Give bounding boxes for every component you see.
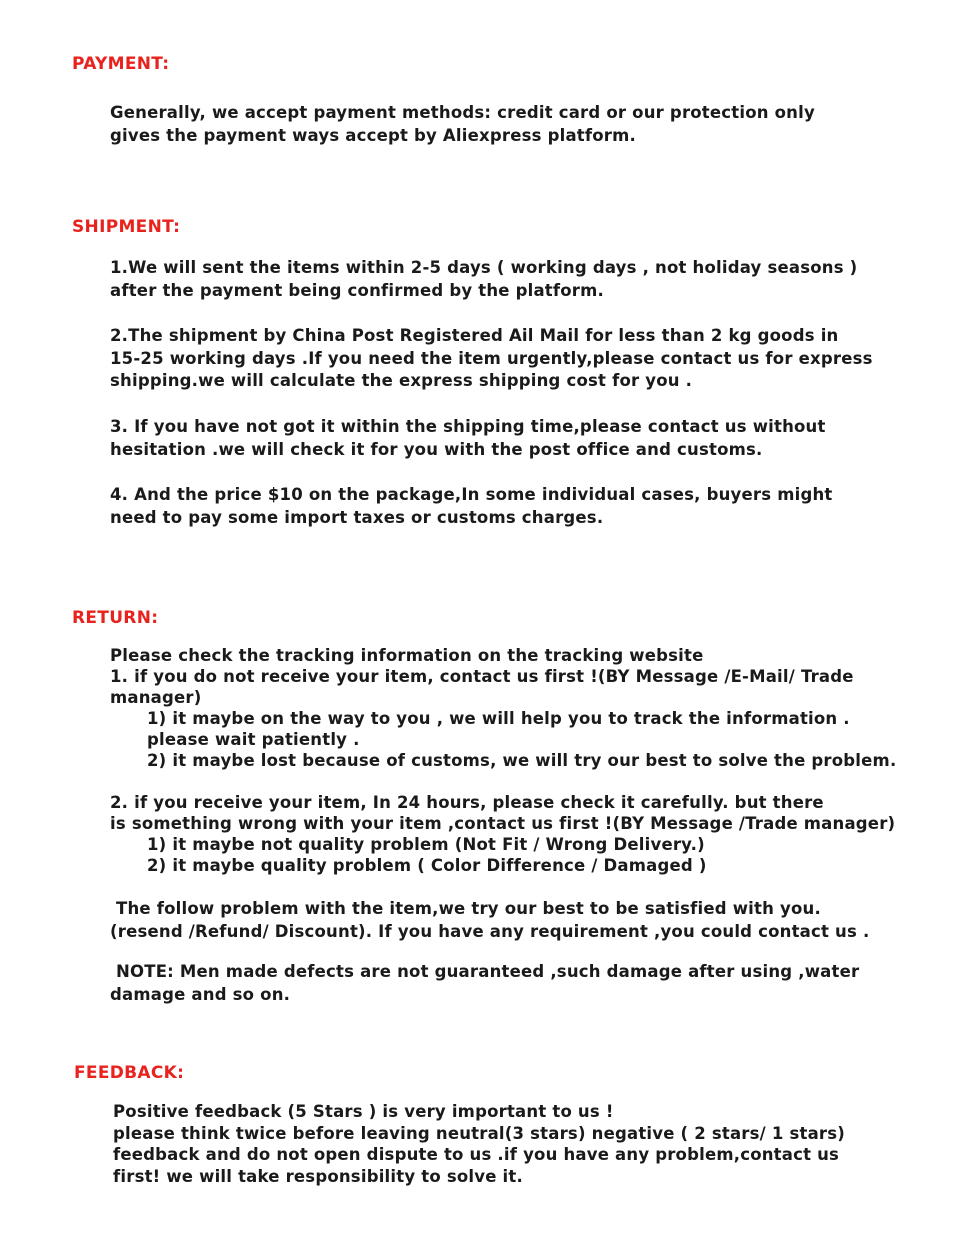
text-line: 1. if you do not receive your item, contact us first !(BY Message /E-Mail/ Trade bbox=[110, 667, 854, 686]
text-line: need to pay some import taxes or customs charges. bbox=[110, 507, 604, 527]
text-line: Please check the tracking information on the tracking website bbox=[110, 646, 704, 665]
return-block-1 bbox=[110, 645, 896, 771]
text-line: The follow problem with the item,we try our best to be satisfied with you. bbox=[116, 899, 821, 918]
text-line: please wait patiently . bbox=[147, 730, 360, 749]
text-line: 3. If you have not got it within the shipping time,please contact us without bbox=[110, 417, 826, 436]
text-line: 1) it maybe on the way to you , we will help you to track the information . bbox=[147, 709, 850, 728]
text-line: is something wrong with your item ,contact us first !(BY Message /Trade manager) bbox=[110, 814, 896, 833]
payment-text bbox=[110, 102, 815, 147]
return-heading: RETURN: bbox=[72, 608, 159, 628]
text-line: first! we will take responsibility to solve it. bbox=[113, 1166, 523, 1186]
text-line: 2) it maybe lost because of customs, we will try our best to solve the problem. bbox=[147, 751, 897, 770]
text-line: 2.The shipment by China Post Registered Ail Mail for less than 2 kg goods in bbox=[110, 326, 839, 345]
text-line: damage and so on. bbox=[110, 984, 291, 1004]
return-note bbox=[110, 961, 859, 1006]
return-block-2 bbox=[110, 792, 895, 876]
text-line: (resend /Refund/ Discount). If you have any requirement ,you could contact us . bbox=[110, 921, 870, 941]
text-line: 2. if you receive your item, In 24 hours, please check it carefully. but there bbox=[110, 793, 824, 812]
text-line: 2) it maybe quality problem ( Color Difference / Damaged ) bbox=[147, 856, 707, 875]
text-line: 4. And the price $10 on the package,In some individual cases, buyers might bbox=[110, 485, 833, 504]
shipment-paragraph-2 bbox=[110, 325, 873, 393]
text-line: hesitation .we will check it for you with the post office and customs. bbox=[110, 439, 763, 459]
payment-heading: PAYMENT: bbox=[72, 54, 170, 74]
shipment-paragraph-4 bbox=[110, 484, 833, 529]
feedback-heading: FEEDBACK: bbox=[74, 1063, 185, 1083]
feedback-text bbox=[113, 1101, 845, 1187]
text-line: shipping.we will calculate the express shipping cost for you . bbox=[110, 371, 693, 390]
text-line: feedback and do not open dispute to us .if you have any problem,contact us bbox=[113, 1145, 840, 1164]
text-line: please think twice before leaving neutral(3 stars) negative ( 2 stars/ 1 stars) bbox=[113, 1123, 846, 1143]
return-block-3 bbox=[110, 898, 869, 943]
shipment-paragraph-1 bbox=[110, 257, 857, 302]
text-line: manager) bbox=[110, 688, 202, 707]
shipment-paragraph-3 bbox=[110, 416, 826, 461]
text-line: 1.We will sent the items within 2-5 days ( working days , not holiday seasons ) bbox=[110, 258, 858, 277]
shipment-heading: SHIPMENT: bbox=[72, 217, 181, 237]
text-line: Generally, we accept payment methods: credit card or our protection only bbox=[110, 103, 815, 122]
text-line: NOTE: Men made defects are not guaranteed ,such damage after using ,water bbox=[116, 962, 860, 981]
text-line: 1) it maybe not quality problem (Not Fit / Wrong Delivery.) bbox=[147, 835, 705, 854]
text-line: Positive feedback (5 Stars ) is very important to us ! bbox=[113, 1102, 614, 1121]
text-line: 15-25 working days .If you need the item urgently,please contact us for express bbox=[110, 348, 873, 368]
text-line: after the payment being confirmed by the platform. bbox=[110, 280, 605, 300]
text-line: gives the payment ways accept by Aliexpress platform. bbox=[110, 125, 636, 145]
